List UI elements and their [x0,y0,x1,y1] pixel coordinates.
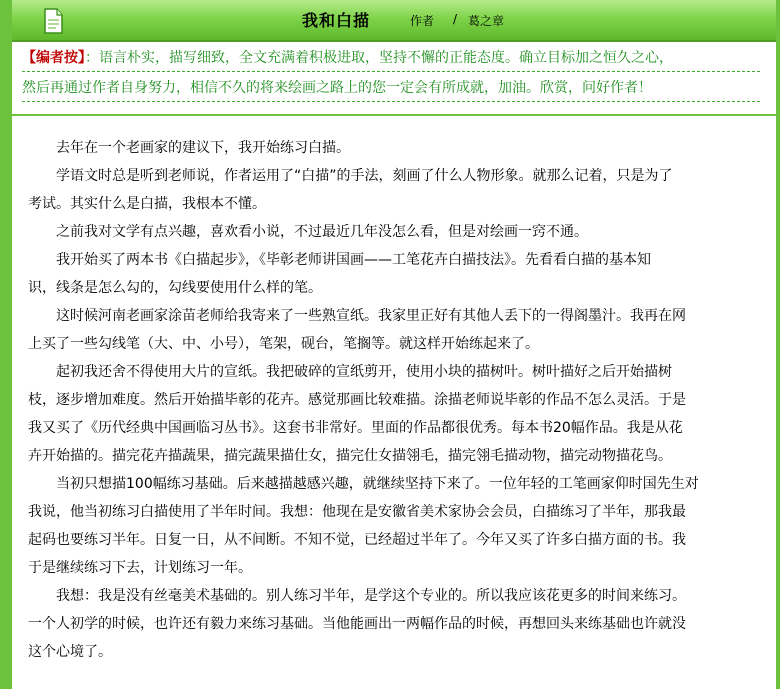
article-line: 考试。其实什么是白描，我根本不懂。 [28,196,266,212]
article-line: 我又买了《历代经典中国画临习丛书》。这套书非常好。里面的作品都很优秀。每本书20幅作品。我是从花 [28,420,683,436]
author-label: 作者 [410,14,435,28]
article-line: 卉开始描的。描完花卉描蔬果，描完蔬果描仕女，描完仕女描翎毛，描完翎毛描动物，描完动物描花鸟。 [28,448,672,464]
article-line: 这时候河南老画家涂苗老师给我寄来了一些熟宣纸。我家里正好有其他人丢下的一得阁墨汁。我再在网 [28,308,686,324]
article-line: 学语文时总是听到老师说，作者运用了“白描”的手法，刻画了什么人物形象。就那么记着，只是为了 [28,168,673,184]
article-line: 识，线条是怎么勾的，勾线要使用什么样的笔。 [28,280,322,296]
article-line: 枝，逐步增加难度。然后开始描毕彰的花卉。感觉那画比较难描。涂描老师说毕彰的作品不怎么灵活。于是 [28,392,686,408]
section-divider [12,114,776,116]
article-line: 我开始买了两本书《白描起步》，《毕彰老师讲国画——工笔花卉白描技法》。先看看白描的基本知 [28,252,651,268]
editor-underline-1 [22,71,760,72]
editor-note-tag: 【编者按】 [22,50,85,66]
editor-note-line-2: 然后再通过作者自身努力，相信不久的将来绘画之路上的您一定会有所成就，加油。欣赏，问好作者！ [22,80,652,96]
article-line: 我说，他当初练习白描使用了半年时间。我想：他现在是安徽省美术家协会会员，白描练习了半年，那我最 [28,504,686,520]
article-line: 上买了一些勾线笔（大、中、小号），笔架，砚台，笔搁等。就这样开始练起来了。 [28,336,539,352]
article-line: 之前我对文学有点兴趣，喜欢看小说，不过最近几年没怎么看，但是对绘画一窍不通。 [28,224,588,240]
editor-note-line-1 [22,48,762,68]
article-line: 这个心境了。 [28,644,112,660]
editor-underline-2 [22,101,760,102]
article-line: 于是继续练习下去，计划练习一年。 [28,560,252,576]
article-line: 我想：我是没有丝毫美术基础的。别人练习半年，是学这个专业的。所以我应该花更多的时间来练习。 [28,588,686,604]
article-line: 起码也要练习半年。日复一日，从不间断。不知不觉，已经超过半年了。今年又买了许多白描方面的书。我 [28,532,686,548]
author-separator: / [453,12,458,26]
article-line: 当初只想描100幅练习基础。后来越描越感兴趣，就继续坚持下来了。一位年轻的工笔画家仰时国先生对 [28,476,699,492]
article-header [12,0,776,42]
article-line: 起初我还舍不得使用大片的宣纸。我把破碎的宣纸剪开，使用小块的描树叶。树叶描好之后开始描树 [28,364,672,380]
article-line: 去年在一个老画家的建议下，我开始练习白描。 [28,140,350,156]
author-name: 葛之章 [468,14,505,28]
page-title: 我和白描 [302,11,371,30]
document-icon [40,6,66,36]
editor-note-text-1: ：语言朴实，描写细致，全文充满着积极进取，坚持不懈的正能态度。确立目标加之恒久之心， [85,50,673,66]
article-line: 一个人初学的时候，也许还有毅力来练习基础。当他能画出一两幅作品的时候，再想回头来练基础也许就没 [28,616,686,632]
